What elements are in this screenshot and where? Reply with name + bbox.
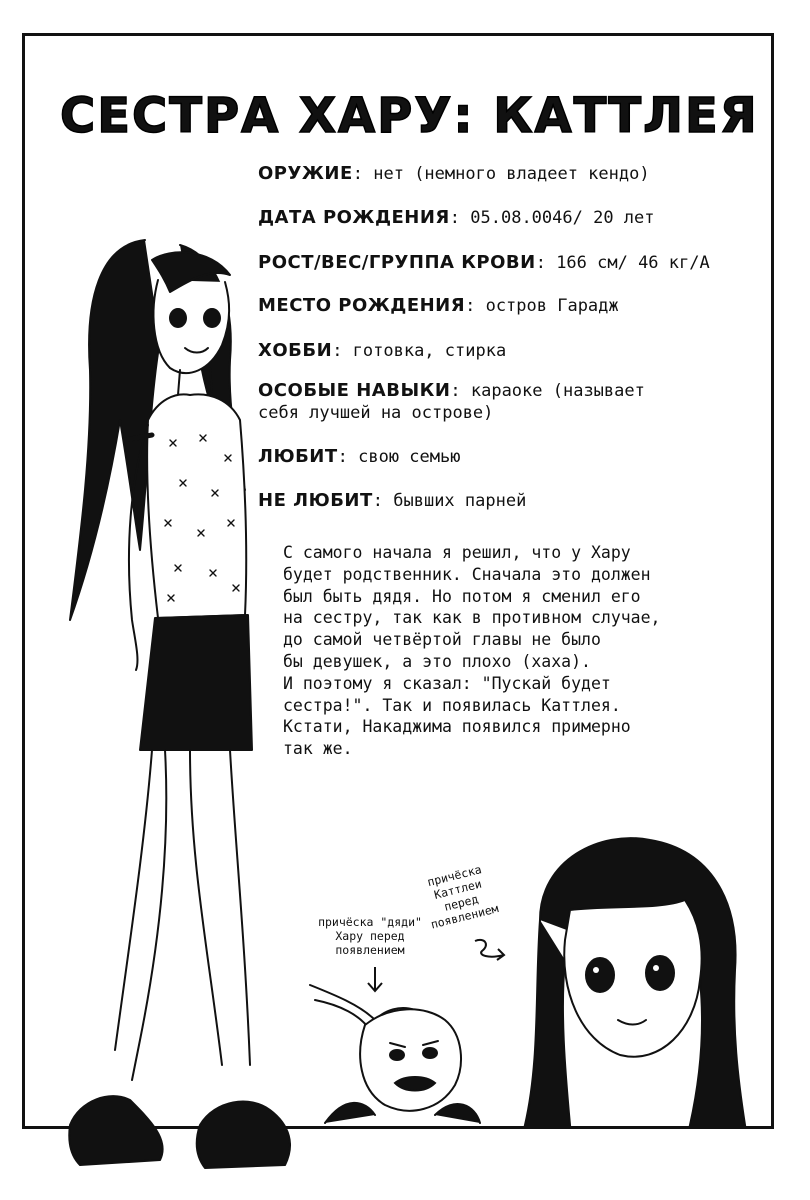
uncle-sketch-illustration bbox=[305, 975, 485, 1125]
profile-value: : 05.08.0046/ 20 лет bbox=[449, 208, 655, 228]
profile-label: РОСТ/ВЕС/ГРУППА КРОВИ bbox=[258, 252, 536, 273]
early-cattleya-sketch-illustration bbox=[510, 830, 750, 1130]
profile-label: ХОББИ bbox=[258, 340, 333, 361]
profile-value: : готовка, стирка bbox=[332, 341, 507, 361]
profile-label: ЛЮБИТ bbox=[258, 446, 338, 467]
page-title: СЕСТРА ХАРУ: КАТТЛЕЯ bbox=[60, 88, 759, 144]
profile-label: ОРУЖИЕ bbox=[258, 163, 353, 184]
profile-label: ДАТА РОЖДЕНИЯ bbox=[258, 207, 450, 228]
profile-row-birthdate bbox=[258, 207, 655, 229]
profile-label: ОСОБЫЕ НАВЫКИ bbox=[258, 380, 451, 401]
uncle-hairstyle-note: причёска "дяди" Хару перед появлением bbox=[318, 915, 422, 957]
profile-value: : бывших парней bbox=[372, 491, 527, 511]
author-comment: С самого начала я решил, что у Хару будет родственник. Сначала это должен был быть дядя. Но потом я сменил его на сестру, так как в противном случае, до самой четвёртой главы не было бы девушек, а это плохо (хаха). И поэтому я сказал: "Пускай будет сестра!". Так и появилась Каттлея. Кстати, Накаджима появился примерно так же. bbox=[283, 543, 661, 759]
profile-row-weapon bbox=[258, 163, 650, 185]
profile-value: : нет (немного владеет кендо) bbox=[352, 164, 650, 184]
cattleya-full-body-illustration bbox=[40, 220, 300, 1180]
curved-arrow-icon bbox=[470, 935, 510, 965]
arrow-icon bbox=[360, 965, 390, 995]
profile-row-skills bbox=[258, 380, 688, 424]
profile-value: : 166 см/ 46 кг/А bbox=[535, 253, 710, 273]
profile-label: МЕСТО РОЖДЕНИЯ bbox=[258, 295, 466, 316]
profile-value: : остров Гарадж bbox=[465, 296, 619, 316]
profile-value: : свою семью bbox=[337, 447, 461, 467]
cattleya-hairstyle-note: причёска Каттлеи перед появлением bbox=[425, 862, 500, 932]
profile-row-height-weight-blood bbox=[258, 252, 710, 274]
profile-row-birthplace bbox=[258, 295, 619, 317]
profile-value: : караоке (называет себя лучшей на острове) bbox=[258, 381, 645, 423]
profile-label: НЕ ЛЮБИТ bbox=[258, 490, 373, 511]
